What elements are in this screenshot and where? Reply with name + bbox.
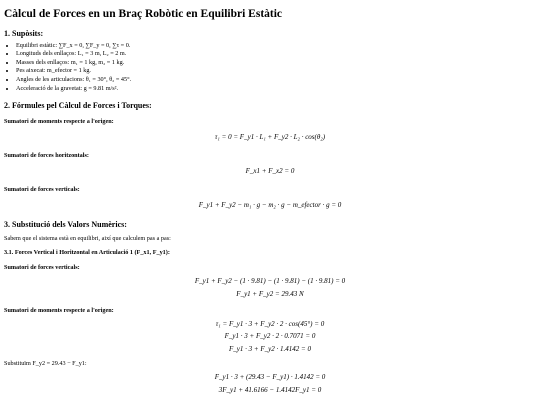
list-item: • Pes aixecat: m_efector = 1 kg.: [16, 67, 536, 76]
vertical-equation-step-2: F_y1 + F_y2 = 29.43 N: [236, 289, 304, 298]
assumptions-list: [4, 42, 536, 93]
vertical-forces-label: Sumatori de forces verticals:: [4, 185, 80, 193]
section-1-heading: 1. Supòsits:: [4, 28, 44, 38]
substitution-equation-1: F_y1 · 3 + (29.43 − F_y1) · 1.4142 = 0: [214, 372, 326, 381]
horizontal-forces-label: Sumatori de forces horitzontals:: [4, 152, 89, 160]
substitution-equation-2: 3F_y1 + 41.6166 − 1.4142F_y1 = 0: [218, 385, 322, 394]
vertical-forces-equation: F_y1 + F_y2 − m₁ · g − m₂ · g − m_efector · g = 0: [198, 200, 342, 209]
page-title: Càlcul de Forces en un Braç Robòtic en Equilibri Estàtic: [4, 8, 283, 20]
subsection-3-1-heading: 3.1. Forces Vertical i Horitzontal en Articulació 1 (F_x1, F_y1):: [4, 248, 170, 256]
vertical-equation-step-1: F_y1 + F_y2 − (1 · 9.81) − (1 · 9.81) − (1 · 9.81) = 0: [194, 277, 346, 286]
substitution-text: Substituïm F_y2 = 29.43 − F_y1:: [4, 359, 87, 367]
moments-equation: τ₁ = 0 = F_y1 · L₁ + F_y2 · L₂ · cos(θ₂): [214, 133, 326, 142]
moments-equation-step-3: F_y1 · 3 + F_y2 · 1.4142 = 0: [229, 345, 311, 354]
list-item: • Equilibri estàtic: ∑F_x = 0, ∑F_y = 0, ∑τ = 0.: [16, 42, 536, 51]
moments-equation-step-1: τ₁ = F_y1 · 3 + F_y2 · 2 · cos(45°) = 0: [215, 319, 325, 328]
moments-label-2: Sumatori de moments respecte a l'origen:: [4, 306, 114, 314]
list-item: • Angles de les articulacions: θ₁ = 30°, θ₂ = 45°.: [16, 76, 536, 85]
moments-equation-step-2: F_y1 · 3 + F_y2 · 2 · 0.7071 = 0: [224, 332, 316, 341]
list-item: • Acceleració de la gravetat: g = 9.81 m/s².: [16, 85, 536, 94]
list-item: • Longituds dels enllaços: L₁ = 3 m, L₂ = 2 m.: [16, 50, 536, 59]
moments-label: Sumatori de moments respecte a l'origen:: [4, 118, 114, 126]
section-3-heading: 3. Substitució dels Valors Numèrics:: [4, 219, 127, 229]
list-item: • Masses dels enllaços: m₁ = 1 kg, m₂ = 1 kg.: [16, 59, 536, 68]
section-2-heading: 2. Fórmules pel Càlcul de Forces i Torques:: [4, 101, 152, 111]
section-3-intro: Sabem que el sistema està en equilibri, així que calculem pas a pas:: [4, 234, 171, 242]
vertical-forces-label-2: Sumatori de forces verticals:: [4, 264, 80, 272]
horizontal-forces-equation: F_x1 + F_x2 = 0: [245, 167, 295, 176]
